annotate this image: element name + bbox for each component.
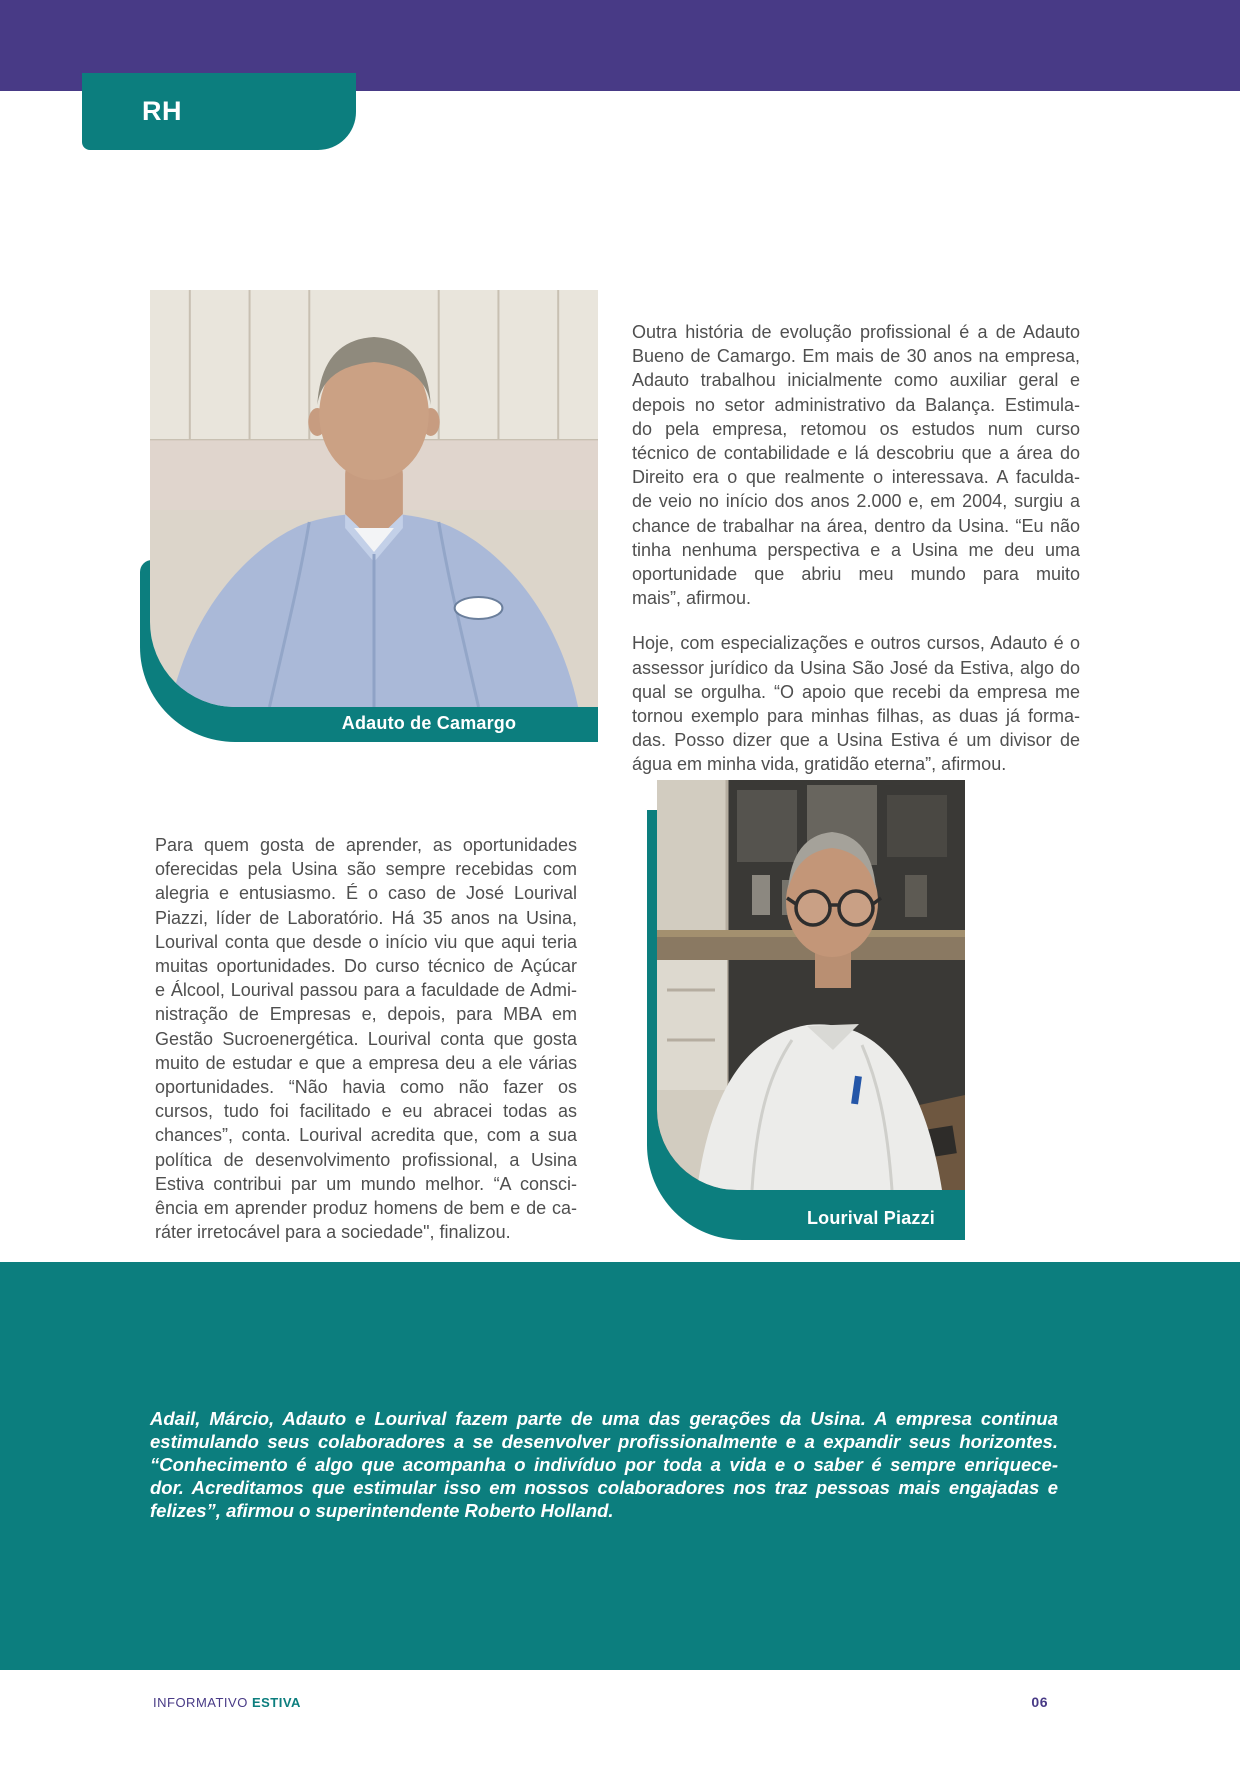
photo-card-adauto xyxy=(140,290,598,742)
photo-lourival-illustration xyxy=(657,780,965,1190)
text-line: nistração de Empresas e, depois, para MBA em xyxy=(155,1004,577,1025)
text-line: muito de estudar e que a empresa deu a ele várias xyxy=(155,1052,577,1073)
text-line: cursos, tudo foi facilitado e eu abracei todas as xyxy=(155,1101,577,1122)
text-line: Estiva contribui par um mundo melhor. “A consci- xyxy=(155,1173,577,1194)
text-line: dor. Acreditamos que estimular isso em nossos colaboradores nos traz pessoas mais engajadas e xyxy=(150,1477,1058,1498)
text-line: Hoje, com especializações e outros cursos, Adauto é o xyxy=(632,633,1080,654)
text-line: oferecidas pela Usina são sempre recebidas com xyxy=(155,859,577,880)
text-line: Piazzi, líder de Laboratório. Há 35 anos na Usina, xyxy=(155,907,577,928)
text-line: depois no setor administrativo da Balança. Estimula- xyxy=(632,394,1080,415)
newsletter-name xyxy=(153,1695,301,1710)
text-line: assessor jurídico da Usina São José da Estiva, algo do xyxy=(632,657,1080,678)
photo-adauto-illustration xyxy=(150,290,598,707)
section-label: RH xyxy=(142,96,182,126)
text-line: mais”, afirmou. xyxy=(632,588,752,609)
text-line: técnico de contabilidade e lá descobriu que a área do xyxy=(632,443,1080,464)
text-line: água em minha vida, gratidão eterna”, afirmou. xyxy=(632,754,1007,775)
highlight-band xyxy=(0,1262,1240,1670)
text-line: qual se orgulha. “O apoio que recebi da empresa me xyxy=(632,681,1080,702)
article-column-left xyxy=(155,833,577,1244)
highlight-quote xyxy=(150,1407,1058,1522)
text-line: estimulando seus colaboradores a se desenvolver profissionalmente e a expandir seus horizontes. xyxy=(150,1431,1058,1452)
page-number: 06 xyxy=(1031,1694,1048,1710)
text-line: Adail, Márcio, Adauto e Lourival fazem parte de uma das gerações da Usina. A empresa continua xyxy=(150,1408,1058,1429)
text-line: Para quem gosta de aprender, as oportunidades xyxy=(155,835,577,855)
text-line: Direito era o que realmente o interessava. A faculda- xyxy=(632,467,1080,488)
text-line: Adauto trabalhou inicialmente como auxiliar geral e xyxy=(632,370,1080,391)
paragraph xyxy=(632,320,1080,610)
text-line: ráter irretocável para a sociedade", finalizou. xyxy=(155,1222,511,1243)
text-line: ência em aprender produz homens de bem e de ca- xyxy=(155,1198,577,1219)
text-line: tinha nenhuma perspectiva e a Usina me deu uma xyxy=(632,539,1080,560)
text-line: oportunidades. “Não havia como não fazer os xyxy=(155,1077,577,1098)
text-line: tornou exemplo para minhas filhas, as duas já forma- xyxy=(632,706,1080,727)
text-line: Lourival conta que desde o início viu que aqui teria xyxy=(155,931,577,952)
text-line: felizes”, afirmou o superintendente Roberto Holland. xyxy=(150,1500,614,1521)
text-line: chance de trabalhar na área, dentro da Usina. “Eu não xyxy=(632,515,1080,536)
newsletter-name-regular: INFORMATIVO xyxy=(153,1695,248,1710)
photo-caption-lourival: Lourival Piazzi xyxy=(806,1208,936,1228)
text-line: e Álcool, Lourival passou para a faculdade de Admi- xyxy=(155,980,577,1001)
text-line: chances”, conta. Lourival acredita que, com a sua xyxy=(155,1125,577,1146)
photo-caption-adauto: Adauto de Camargo xyxy=(341,713,517,733)
paragraph xyxy=(632,631,1080,776)
section-tab-rh xyxy=(82,73,356,150)
text-line: do pela empresa, retomou os estudos num curso xyxy=(632,418,1080,439)
photo-adauto xyxy=(150,290,598,707)
newsletter-name-bold: ESTIVA xyxy=(251,1695,301,1710)
article-column-right xyxy=(632,320,1080,777)
text-line: Outra história de evolução profissional é a de Adauto xyxy=(632,322,1080,342)
text-line: das. Posso dizer que a Usina Estiva é um divisor de xyxy=(632,730,1080,751)
text-line: Bueno de Camargo. Em mais de 30 anos na empresa, xyxy=(632,346,1080,367)
text-line: oportunidade que abriu meu mundo para muito xyxy=(632,564,1080,585)
text-line: política de desenvolvimento profissional, a Usina xyxy=(155,1149,577,1170)
text-line: muitas oportunidades. Do curso técnico de Açúcar xyxy=(155,956,577,977)
text-line: alegria e entusiasmo. É o caso de José Lourival xyxy=(155,883,577,904)
photo-card-lourival xyxy=(647,780,965,1240)
page-footer xyxy=(153,1694,1048,1710)
text-line: de veio no início dos anos 2.000 e, em 2004, surgiu a xyxy=(632,491,1080,512)
text-line: “Conhecimento é algo que acompanha o indivíduo por toda a vida e o saber é sempre enriquece- xyxy=(150,1454,1058,1475)
paragraph xyxy=(155,833,577,1244)
photo-lourival xyxy=(657,780,965,1190)
text-line: Gestão Sucroenergética. Lourival conta que gosta xyxy=(155,1028,577,1049)
